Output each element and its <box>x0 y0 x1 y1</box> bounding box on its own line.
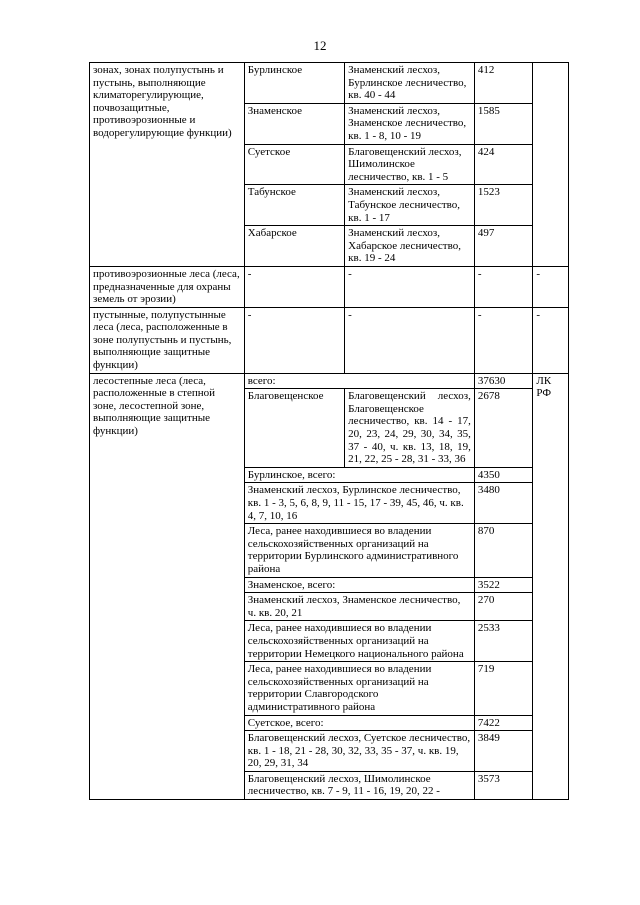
forest-table <box>89 62 569 800</box>
area-cell: 37630 <box>474 373 533 389</box>
area-cell: 3522 <box>474 577 533 593</box>
table-row <box>90 266 569 307</box>
area-cell: 7422 <box>474 715 533 731</box>
doc-cell: - <box>533 266 569 307</box>
area-cell: 497 <box>474 226 533 267</box>
area-cell: 3849 <box>474 731 533 772</box>
doc-cell: ЛК РФ <box>533 373 569 799</box>
area-cell: 1523 <box>474 185 533 226</box>
forest-name: Знаменское <box>244 103 344 144</box>
area-cell: 424 <box>474 144 533 185</box>
location-cell: - <box>345 266 475 307</box>
forest-name: Благовещенское <box>244 389 344 468</box>
area-cell: 3573 <box>474 771 533 799</box>
forest-name: Хабарское <box>244 226 344 267</box>
location-cell: - <box>345 307 475 373</box>
doc-cell <box>533 63 569 267</box>
category-cell: зонах, зонах полупустынь и пустынь, выполняющие климаторегулирующие, почвозащитные, противоэрозионные и водорегулирующие функции) <box>90 63 245 267</box>
doc-cell: - <box>533 307 569 373</box>
subtotal-label: Суетское, всего: <box>244 715 474 731</box>
table-row <box>90 307 569 373</box>
location-cell: Знаменский лесхоз, Бурлинское лесничество, кв. 40 - 44 <box>345 63 475 104</box>
area-cell: 719 <box>474 662 533 715</box>
location-cell: Благовещенский лесхоз, Суетское лесничество, кв. 1 - 18, 21 - 28, 30, 32, 33, 35 - 37, ч. кв. 19, 20, 29, 31, 34 <box>244 731 474 772</box>
location-cell: Благовещенский лесхоз, Благовещенское лесничество, кв. 14 - 17, 20, 23, 24, 29, 30, 34, 35, 37 - 40, ч. кв. 13, 18, 19, 21, 22, 25 - 28, 31 - 33, 36 <box>345 389 475 468</box>
location-cell: Знаменский лесхоз, Табунское лесничество, кв. 1 - 17 <box>345 185 475 226</box>
forest-name: - <box>244 307 344 373</box>
location-cell: Знаменский лесхоз, Знаменское лесничество, кв. 1 - 8, 10 - 19 <box>345 103 475 144</box>
forest-name: - <box>244 266 344 307</box>
table-row <box>90 63 569 104</box>
area-cell: - <box>474 266 533 307</box>
area-cell: 2533 <box>474 621 533 662</box>
total-label: всего: <box>244 373 474 389</box>
location-cell: Леса, ранее находившиеся во владении сельскохозяйственных организаций на территории Бурлинского административного района <box>244 524 474 577</box>
area-cell: 3480 <box>474 483 533 524</box>
subtotal-label: Знаменское, всего: <box>244 577 474 593</box>
location-cell: Знаменский лесхоз, Бурлинское лесничество, кв. 1 - 3, 5, 6, 8, 9, 11 - 15, 17 - 39, 45, 46, ч. кв. 4, 7, 10, 16 <box>244 483 474 524</box>
area-cell: 1585 <box>474 103 533 144</box>
location-cell: Знаменский лесхоз, Знаменское лесничество, ч. кв. 20, 21 <box>244 593 474 621</box>
category-cell: противоэрозионные леса (леса, предназначенные для охраны земель от эрозии) <box>90 266 245 307</box>
category-cell: пустынные, полупустынные леса (леса, расположенные в зоне полупустынь и пустынь, выполняющие защитные функции) <box>90 307 245 373</box>
category-cell: лесостепные леса (леса, расположенные в степной зоне, лесостепной зоне, выполняющие защитные функции) <box>90 373 245 799</box>
location-cell: Знаменский лесхоз, Хабарское лесничество, кв. 19 - 24 <box>345 226 475 267</box>
forest-name: Бурлинское <box>244 63 344 104</box>
area-cell: 270 <box>474 593 533 621</box>
location-cell: Благовещенский лесхоз, Шимолинское лесничество, кв. 7 - 9, 11 - 16, 19, 20, 22 - <box>244 771 474 799</box>
location-cell: Леса, ранее находившиеся во владении сельскохозяйственных организаций на территории Немецкого национального района <box>244 621 474 662</box>
area-cell: 412 <box>474 63 533 104</box>
area-cell: - <box>474 307 533 373</box>
table-row <box>90 373 569 389</box>
subtotal-label: Бурлинское, всего: <box>244 467 474 483</box>
location-cell: Благовещенский лесхоз, Шимолинское лесничество, кв. 1 - 5 <box>345 144 475 185</box>
area-cell: 4350 <box>474 467 533 483</box>
page-number: 12 <box>313 38 327 53</box>
location-cell: Леса, ранее находившиеся во владении сельскохозяйственных организаций на территории Славгородского административного района <box>244 662 474 715</box>
forest-name: Табунское <box>244 185 344 226</box>
area-cell: 2678 <box>474 389 533 468</box>
forest-name: Суетское <box>244 144 344 185</box>
area-cell: 870 <box>474 524 533 577</box>
